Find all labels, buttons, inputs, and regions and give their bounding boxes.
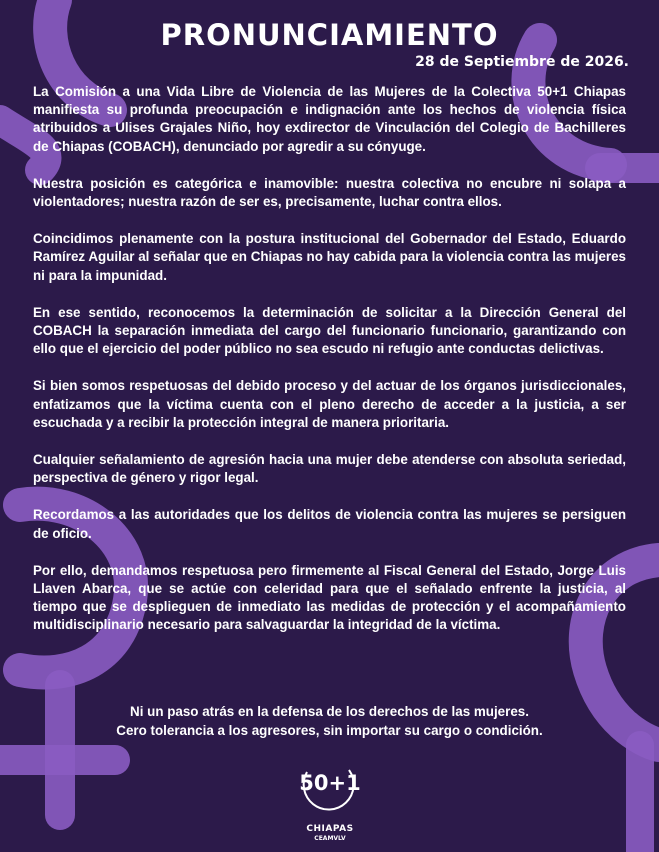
paragraph: Recordamos a las autoridades que los delitos de violencia contra las mujeres se persiguen de oficio. — [33, 507, 626, 541]
logo-number: 50+1 — [299, 771, 361, 795]
paragraph: La Comisión a una Vida Libre de Violencia de las Mujeres de la Colectiva 50+1 Chiapas manifiesta su profunda preocupación e indignación ante los hechos de violencia física atribuidos a Ulises Grajales Niño, hoy exdirector de Vinculación del Colegio de Bachilleres de Chiapas (COBACH), denunciado por agredir a su cónyuge. — [33, 84, 626, 154]
closing-line: Cero tolerancia a los agresores, sin importar su cargo o condición. — [116, 722, 543, 738]
date-text: 28 de Septiembre de 2026. — [415, 54, 629, 70]
paragraph: En ese sentido, reconocemos la determinación de solicitar a la Dirección General del COBACH la separación inmediata del cargo del funcionario funcionario, garantizando con ello que el ejercicio del poder público no sea escudo ni refugio ante conductas delictivas. — [33, 304, 626, 357]
logo-subtitle: CEAMVLV — [314, 835, 346, 842]
paragraph: Coincidimos plenamente con la postura institucional del Gobernador del Estado, Eduardo Ramírez Aguilar al señalar que en Chiapas no hay cabida para la violencia contra las mujeres ni para la impunidad. — [33, 231, 626, 283]
page-title: PRONUNCIAMIENTO — [160, 18, 499, 52]
collective-logo — [293, 760, 367, 846]
paragraph: Si bien somos respetuosas del debido proceso y del actuar de los órganos jurisdiccionales, enfatizamos que la víctima cuenta con el pleno derecho de acceder a la justicia, a ser escuchada y a recibir la protección integral de manera prioritaria. — [33, 378, 626, 430]
paragraph: Por ello, demandamos respetuosa pero firmemente al Fiscal General del Estado, Jorge Luis Llaven Abarca, que se actúe con celeridad para que el señalado enfrente la justicia, al tiempo que se desplieguen de inmediato las medidas de protección y el acompañamiento multidisciplinario necesario para salvaguardar la integridad de la víctima. — [33, 562, 626, 633]
statement-body — [33, 83, 626, 654]
closing-statement — [0, 703, 659, 740]
paragraph: Nuestra posición es categórica e inamovible: nuestra colectiva no encubre ni solapa a violentadores; nuestra razón de ser es, precisamente, luchar contra ellos. — [33, 175, 626, 210]
logo-name: CHIAPAS — [306, 824, 354, 834]
paragraph: Cualquier señalamiento de agresión hacia una mujer debe atenderse con absoluta seriedad, perspectiva de género y rigor legal. — [33, 452, 626, 486]
closing-line: Ni un paso atrás en la defensa de los derechos de las mujeres. — [130, 704, 529, 719]
